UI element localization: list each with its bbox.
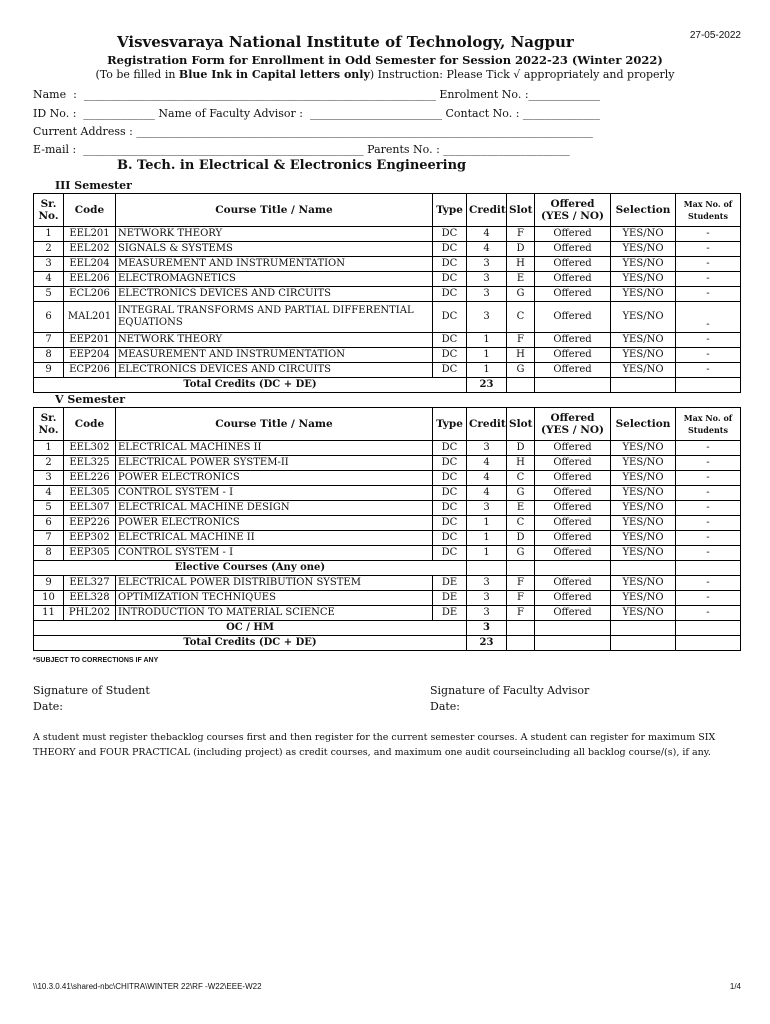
table-row (34, 516, 741, 531)
col-slot: Slot (507, 194, 535, 227)
sem3-course-table (33, 193, 741, 393)
type-cell: DC (433, 333, 467, 348)
type-cell: DC (433, 516, 467, 531)
offered-cell: Offered (535, 531, 611, 546)
table-row (34, 363, 741, 378)
table-row (34, 606, 741, 621)
selection-cell[interactable]: YES/NO (611, 242, 676, 257)
page-number: 1/4 (729, 982, 741, 991)
offered-cell: Offered (535, 287, 611, 302)
selection-cell[interactable]: YES/NO (611, 546, 676, 561)
empty-cell (676, 561, 741, 576)
sem3-total-row-value: 23 (467, 378, 507, 393)
max-cell: - (676, 441, 741, 456)
credit-cell: 1 (467, 363, 507, 378)
type-cell: DE (433, 606, 467, 621)
credit-cell: 3 (467, 591, 507, 606)
form-title: Registration Form for Enrollment in Odd Semester for Session 2022-23 (Winter 2022) (107, 53, 663, 67)
col-title: Course Title / Name (116, 194, 433, 227)
table-row (34, 441, 741, 456)
credit-cell: 4 (467, 486, 507, 501)
title-cell: NETWORK THEORY (116, 333, 433, 348)
advisor-signature-label: Signature of Faculty Advisor (430, 684, 590, 697)
max-cell: - (676, 531, 741, 546)
type-cell: DE (433, 591, 467, 606)
empty-cell (467, 561, 507, 576)
slot-cell: G (507, 486, 535, 501)
offered-cell: Offered (535, 546, 611, 561)
empty-cell (611, 621, 676, 636)
slot-cell: C (507, 516, 535, 531)
advisor-signature-block (430, 683, 589, 715)
offered-cell: Offered (535, 591, 611, 606)
selection-cell[interactable]: YES/NO (611, 348, 676, 363)
slot-cell: E (507, 272, 535, 287)
table-row (34, 456, 741, 471)
col-max: Max No. of Students (676, 194, 741, 227)
code-cell: EEL202 (64, 242, 116, 257)
credit-cell: 1 (467, 531, 507, 546)
credit-cell: 3 (467, 501, 507, 516)
offered-cell: Offered (535, 501, 611, 516)
sr-cell: 7 (34, 531, 64, 546)
title-cell: NETWORK THEORY (116, 227, 433, 242)
sem3-total-row (34, 378, 741, 393)
col-code: Code (64, 194, 116, 227)
offered-cell: Offered (535, 471, 611, 486)
credit-cell: 3 (467, 441, 507, 456)
code-cell: EEL204 (64, 257, 116, 272)
elective-heading: Elective Courses (Any one) (34, 561, 467, 576)
table-row (34, 272, 741, 287)
type-cell: DC (433, 441, 467, 456)
title-cell: ELECTRICAL MACHINE DESIGN (116, 501, 433, 516)
col-type: Type (433, 194, 467, 227)
table-row (34, 287, 741, 302)
empty-cell (611, 378, 676, 393)
table-row (34, 348, 741, 363)
table-row (34, 576, 741, 591)
code-cell: ECL206 (64, 287, 116, 302)
offered-cell: Offered (535, 227, 611, 242)
code-cell: EEP201 (64, 333, 116, 348)
title-cell: ELECTRONICS DEVICES AND CIRCUITS (116, 363, 433, 378)
sr-cell: 3 (34, 471, 64, 486)
col-code: Code (64, 408, 116, 441)
table-row (34, 591, 741, 606)
table-row (34, 546, 741, 561)
max-cell: - (676, 227, 741, 242)
registration-rules: A student must register thebacklog courses first and then register for the current semester courses. A student can register for maximum SIX THEORY and FOUR PRACTICAL (including project) as credit courses, and maximum one audit courseincluding all backlog course/(s), if any. (33, 732, 716, 758)
offered-cell: Offered (535, 272, 611, 287)
title-cell: CONTROL SYSTEM - I (116, 546, 433, 561)
offered-cell: Offered (535, 441, 611, 456)
max-cell: - (676, 363, 741, 378)
empty-cell (535, 636, 611, 651)
max-cell: - (676, 272, 741, 287)
id-advisor-contact-line[interactable]: ID No. : _____________ Name of Faculty Advisor : ________________________ Contact No. : ______________ (33, 107, 600, 120)
student-signature-label: Signature of Student (33, 684, 150, 697)
sem3-label: III Semester (55, 179, 132, 192)
offered-cell: Offered (535, 333, 611, 348)
sr-cell: 1 (34, 227, 64, 242)
advisor-date-label: Date: (430, 700, 461, 713)
max-cell: - (676, 456, 741, 471)
col-credit: Credit (467, 194, 507, 227)
empty-cell (611, 636, 676, 651)
type-cell: DC (433, 242, 467, 257)
col-type: Type (433, 408, 467, 441)
code-cell: EEL307 (64, 501, 116, 516)
sr-cell: 6 (34, 302, 64, 333)
credit-cell: 3 (467, 257, 507, 272)
sem5-total-row-value: 23 (467, 636, 507, 651)
sr-cell: 10 (34, 591, 64, 606)
selection-cell[interactable]: YES/NO (611, 576, 676, 591)
slot-cell: G (507, 546, 535, 561)
slot-cell: F (507, 606, 535, 621)
offered-cell: Offered (535, 516, 611, 531)
sem5-label: V Semester (55, 393, 126, 406)
max-cell: - (676, 471, 741, 486)
sr-cell: 5 (34, 501, 64, 516)
slot-cell: D (507, 531, 535, 546)
title-cell: MEASUREMENT AND INSTRUMENTATION (116, 257, 433, 272)
sr-cell: 7 (34, 333, 64, 348)
code-cell: EEL305 (64, 486, 116, 501)
title-cell: MEASUREMENT AND INSTRUMENTATION (116, 348, 433, 363)
empty-cell (676, 378, 741, 393)
title-cell: ELECTRONICS DEVICES AND CIRCUITS (116, 287, 433, 302)
type-cell: DC (433, 348, 467, 363)
selection-cell[interactable]: YES/NO (611, 456, 676, 471)
code-cell: EEL328 (64, 591, 116, 606)
selection-cell[interactable]: YES/NO (611, 272, 676, 287)
code-cell: MAL201 (64, 302, 116, 333)
table-row (34, 486, 741, 501)
code-cell: EEL206 (64, 272, 116, 287)
title-cell: ELECTRICAL MACHINE II (116, 531, 433, 546)
col-selection: Selection (611, 408, 676, 441)
offered-cell: Offered (535, 456, 611, 471)
sr-cell: 2 (34, 242, 64, 257)
title-cell: OPTIMIZATION TECHNIQUES (116, 591, 433, 606)
selection-cell[interactable]: YES/NO (611, 333, 676, 348)
sem5-oc-row-label: OC / HM (34, 621, 467, 636)
code-cell: ECP206 (64, 363, 116, 378)
col-selection: Selection (611, 194, 676, 227)
col-credit: Credit (467, 408, 507, 441)
max-cell: - (676, 501, 741, 516)
type-cell: DC (433, 456, 467, 471)
empty-cell (535, 561, 611, 576)
slot-cell: D (507, 242, 535, 257)
empty-cell (507, 378, 535, 393)
table-row (34, 302, 741, 333)
col-sr: Sr. No. (34, 408, 64, 441)
credit-cell: 1 (467, 546, 507, 561)
col-max: Max No. of Students (676, 408, 741, 441)
corrections-note: *SUBJECT TO CORRECTIONS IF ANY (33, 657, 159, 664)
code-cell: EEL325 (64, 456, 116, 471)
sr-cell: 6 (34, 516, 64, 531)
col-offered: Offered (YES / NO) (535, 194, 611, 227)
sr-cell: 8 (34, 546, 64, 561)
code-cell: EEP302 (64, 531, 116, 546)
slot-cell: H (507, 348, 535, 363)
name-enrolment-line[interactable]: Name : ________________________________________________________________ Enrolment No. :_____________ (33, 88, 601, 101)
selection-cell[interactable]: YES/NO (611, 302, 676, 333)
institute-name: Visvesvaraya National Institute of Technology, Nagpur (117, 33, 574, 51)
title-cell: POWER ELECTRONICS (116, 471, 433, 486)
title-cell: SIGNALS & SYSTEMS (116, 242, 433, 257)
title-cell: ELECTROMAGNETICS (116, 272, 433, 287)
code-cell: EEP305 (64, 546, 116, 561)
table-row (34, 333, 741, 348)
slot-cell: F (507, 576, 535, 591)
code-cell: EEL226 (64, 471, 116, 486)
title-cell: ELECTRICAL POWER SYSTEM-II (116, 456, 433, 471)
selection-cell[interactable]: YES/NO (611, 257, 676, 272)
slot-cell: H (507, 456, 535, 471)
code-cell: EEL201 (64, 227, 116, 242)
empty-cell (507, 561, 535, 576)
max-cell: - (676, 516, 741, 531)
empty-cell (507, 621, 535, 636)
credit-cell: 4 (467, 471, 507, 486)
sr-cell: 8 (34, 348, 64, 363)
title-cell: ELECTRICAL MACHINES II (116, 441, 433, 456)
sr-cell: 11 (34, 606, 64, 621)
form-date: 27-05-2022 (689, 30, 741, 41)
table-row (34, 227, 741, 242)
selection-cell[interactable]: YES/NO (611, 501, 676, 516)
slot-cell: C (507, 302, 535, 333)
selection-cell[interactable]: YES/NO (611, 516, 676, 531)
selection-cell[interactable]: YES/NO (611, 531, 676, 546)
selection-cell[interactable]: YES/NO (611, 471, 676, 486)
slot-cell: D (507, 441, 535, 456)
credit-cell: 3 (467, 606, 507, 621)
code-cell: EEP226 (64, 516, 116, 531)
offered-cell: Offered (535, 348, 611, 363)
max-cell: - (676, 546, 741, 561)
sr-cell: 4 (34, 272, 64, 287)
credit-cell: 3 (467, 576, 507, 591)
type-cell: DC (433, 227, 467, 242)
code-cell: EEP204 (64, 348, 116, 363)
table-row (34, 501, 741, 516)
selection-cell[interactable]: YES/NO (611, 363, 676, 378)
selection-cell[interactable]: YES/NO (611, 591, 676, 606)
instruction-bold: Blue Ink in Capital letters only (178, 68, 370, 81)
col-sr: Sr. No. (34, 194, 64, 227)
student-date-label: Date: (33, 700, 64, 713)
empty-cell (507, 636, 535, 651)
type-cell: DC (433, 302, 467, 333)
max-cell: - (676, 333, 741, 348)
selection-cell[interactable]: YES/NO (611, 606, 676, 621)
code-cell: EEL327 (64, 576, 116, 591)
title-cell: CONTROL SYSTEM - I (116, 486, 433, 501)
max-cell: - (676, 287, 741, 302)
type-cell: DC (433, 486, 467, 501)
offered-cell: Offered (535, 486, 611, 501)
type-cell: DC (433, 363, 467, 378)
max-cell: - (676, 242, 741, 257)
selection-cell[interactable]: YES/NO (611, 441, 676, 456)
type-cell: DC (433, 546, 467, 561)
type-cell: DC (433, 501, 467, 516)
instruction-line (0, 68, 770, 81)
file-path: \\10.3.0.41\shared-nbc\CHITRA\WINTER 22\RF -W22\EEE-W22 (33, 982, 262, 991)
offered-cell: Offered (535, 242, 611, 257)
col-title: Course Title / Name (116, 408, 433, 441)
col-slot: Slot (507, 408, 535, 441)
offered-cell: Offered (535, 576, 611, 591)
empty-cell (535, 621, 611, 636)
table-row (34, 242, 741, 257)
sr-cell: 9 (34, 363, 64, 378)
empty-cell (676, 636, 741, 651)
max-cell: - (676, 606, 741, 621)
code-cell: PHL202 (64, 606, 116, 621)
instruction-prefix: (To be filled in (95, 68, 179, 81)
type-cell: DC (433, 287, 467, 302)
sr-cell: 1 (34, 441, 64, 456)
program-title: B. Tech. in Electrical & Electronics Engineering (117, 158, 467, 173)
offered-cell: Offered (535, 363, 611, 378)
slot-cell: F (507, 333, 535, 348)
sem5-header-row (34, 408, 741, 441)
slot-cell: C (507, 471, 535, 486)
credit-cell: 4 (467, 456, 507, 471)
sr-cell: 9 (34, 576, 64, 591)
max-cell: - (676, 591, 741, 606)
max-cell: - (676, 302, 741, 333)
sr-cell: 4 (34, 486, 64, 501)
type-cell: DE (433, 576, 467, 591)
sr-cell: 3 (34, 257, 64, 272)
max-cell: - (676, 486, 741, 501)
sem5-course-table (33, 407, 741, 651)
title-cell: POWER ELECTRONICS (116, 516, 433, 531)
sem5-oc-row-value: 3 (467, 621, 507, 636)
type-cell: DC (433, 272, 467, 287)
instruction-suffix: ) Instruction: Please Tick √ appropriately and properly (369, 68, 675, 81)
offered-cell: Offered (535, 606, 611, 621)
max-cell: - (676, 348, 741, 363)
sr-cell: 2 (34, 456, 64, 471)
max-cell: - (676, 576, 741, 591)
offered-cell: Offered (535, 257, 611, 272)
sem5-oc-row (34, 621, 741, 636)
sem3-total-row-label: Total Credits (DC + DE) (34, 378, 467, 393)
credit-cell: 1 (467, 348, 507, 363)
table-row (34, 471, 741, 486)
table-row (34, 257, 741, 272)
type-cell: DC (433, 531, 467, 546)
slot-cell: E (507, 501, 535, 516)
slot-cell: G (507, 363, 535, 378)
sem3-header-row (34, 194, 741, 227)
col-offered: Offered (YES / NO) (535, 408, 611, 441)
credit-cell: 3 (467, 302, 507, 333)
elective-heading-row (34, 561, 741, 576)
selection-cell[interactable]: YES/NO (611, 287, 676, 302)
code-cell: EEL302 (64, 441, 116, 456)
title-cell: INTRODUCTION TO MATERIAL SCIENCE (116, 606, 433, 621)
slot-cell: F (507, 227, 535, 242)
address-line[interactable]: Current Address : ___________________________________________________________________________________ (33, 125, 593, 138)
empty-cell (676, 621, 741, 636)
offered-cell: Offered (535, 302, 611, 333)
type-cell: DC (433, 257, 467, 272)
type-cell: DC (433, 471, 467, 486)
credit-cell: 3 (467, 272, 507, 287)
credit-cell: 3 (467, 287, 507, 302)
max-cell: - (676, 257, 741, 272)
title-cell: INTEGRAL TRANSFORMS AND PARTIAL DIFFERENTIAL EQUATIONS (116, 302, 433, 333)
sr-cell: 5 (34, 287, 64, 302)
credit-cell: 4 (467, 227, 507, 242)
email-parents-line[interactable]: E-mail : ___________________________________________________ Parents No. : _______________________ (33, 143, 570, 156)
table-row (34, 531, 741, 546)
selection-cell[interactable]: YES/NO (611, 227, 676, 242)
credit-cell: 4 (467, 242, 507, 257)
empty-cell (535, 378, 611, 393)
slot-cell: H (507, 257, 535, 272)
sem5-total-row (34, 636, 741, 651)
sem5-total-row-label: Total Credits (DC + DE) (34, 636, 467, 651)
slot-cell: G (507, 287, 535, 302)
empty-cell (611, 561, 676, 576)
selection-cell[interactable]: YES/NO (611, 486, 676, 501)
credit-cell: 1 (467, 333, 507, 348)
student-signature-block (33, 683, 150, 715)
credit-cell: 1 (467, 516, 507, 531)
title-cell: ELECTRICAL POWER DISTRIBUTION SYSTEM (116, 576, 433, 591)
slot-cell: F (507, 591, 535, 606)
